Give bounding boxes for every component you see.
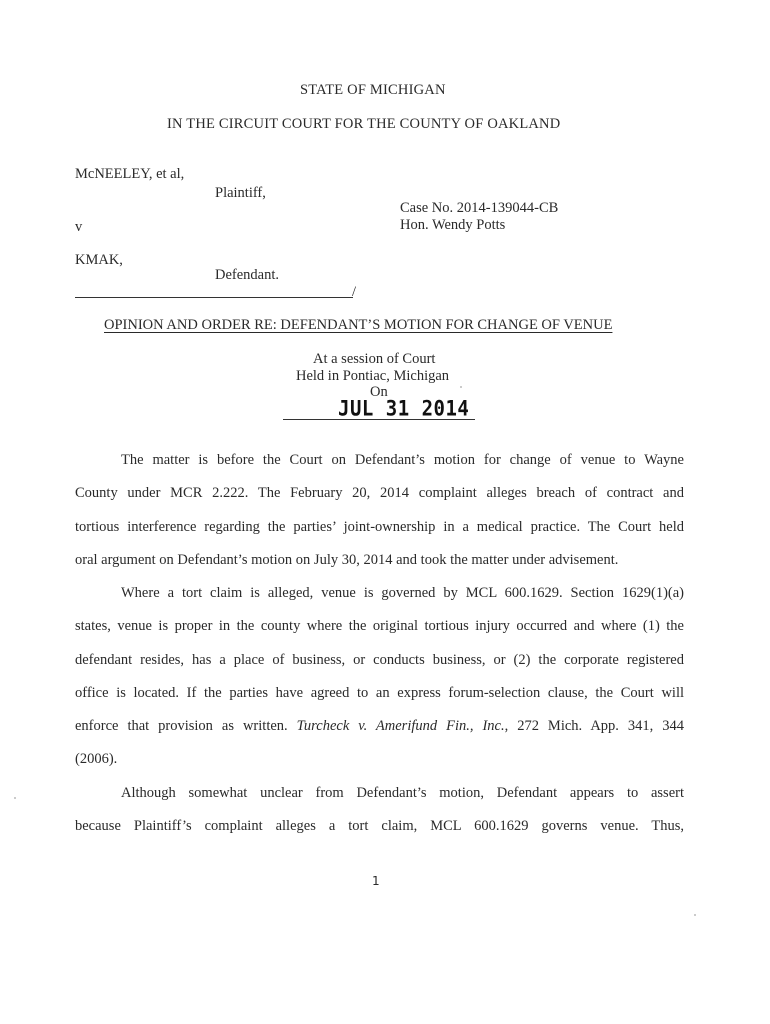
defendant-label: Defendant. [215, 267, 280, 283]
caption-rule-end: / [352, 284, 357, 300]
state-heading: STATE OF MICHIGAN [300, 82, 446, 98]
p2-line: Where a tort claim is alleged, venue is governed by MCL 600.1629. Section 1629(1)(a) [121, 585, 684, 601]
p1-line: oral argument on Defendant’s motion on July 30, 2014 and took the matter under advisement. [75, 551, 619, 568]
court-heading: IN THE CIRCUIT COURT FOR THE COUNTY OF OAKLAND [167, 116, 561, 132]
page-number: 1 [372, 874, 380, 888]
citation-lead: enforce that provision as written. [75, 718, 297, 735]
p2-line: defendant resides, has a place of business, or conducts business, or (2) the corporate registered [75, 651, 684, 668]
p1-line: The matter is before the Court on Defendant’s motion for change of venue to Wayne [121, 452, 684, 468]
scan-speck [14, 797, 16, 799]
versus-label: v [75, 219, 83, 235]
scan-speck [694, 914, 696, 916]
citation-reporter: , 272 Mich. App. 341, 344 [504, 718, 685, 735]
paragraph-2 [75, 577, 684, 777]
p2-citation-line [75, 710, 684, 743]
p2-line: office is located. If the parties have agreed to an express forum-selection clause, the Court will [75, 684, 684, 701]
plaintiff-label: Plaintiff, [215, 185, 266, 201]
p2-line: states, venue is proper in the county where the original tortious injury occurred and where (1) the [75, 618, 684, 635]
paragraph-1 [75, 444, 684, 577]
session-line-1: At a session of Court [313, 351, 436, 367]
session-line-2: Held in Pontiac, Michigan [296, 368, 450, 384]
case-citation: Turcheck v. Amerifund Fin., Inc. [296, 718, 505, 735]
defendant-name: KMAK, [75, 252, 123, 268]
p3-line: because Plaintiff’s complaint alleges a tort claim, MCL 600.1629 governs venue. Thus, [75, 818, 684, 835]
scan-speck [460, 386, 462, 388]
p3-line: Although somewhat unclear from Defendant’s motion, Defendant appears to assert [121, 785, 684, 801]
caption-rule [75, 297, 353, 298]
session-line-3: On [370, 384, 388, 400]
document-title: OPINION AND ORDER RE: DEFENDANT’S MOTION FOR CHANGE OF VENUE [104, 317, 613, 333]
p1-line: County under MCR 2.222. The February 20, 2014 complaint alleges breach of contract and [75, 485, 684, 502]
p1-line: tortious interference regarding the parties’ joint-ownership in a medical practice. The Court held [75, 518, 684, 535]
paragraph-3 [75, 777, 684, 844]
p2-line: (2006). [75, 751, 118, 768]
plaintiff-name: McNEELEY, et al, [75, 166, 185, 182]
case-number: Case No. 2014-139044-CB [400, 200, 559, 216]
judge-name: Hon. Wendy Potts [400, 217, 506, 233]
date-stamp: JUL 31 2014 [338, 396, 470, 422]
